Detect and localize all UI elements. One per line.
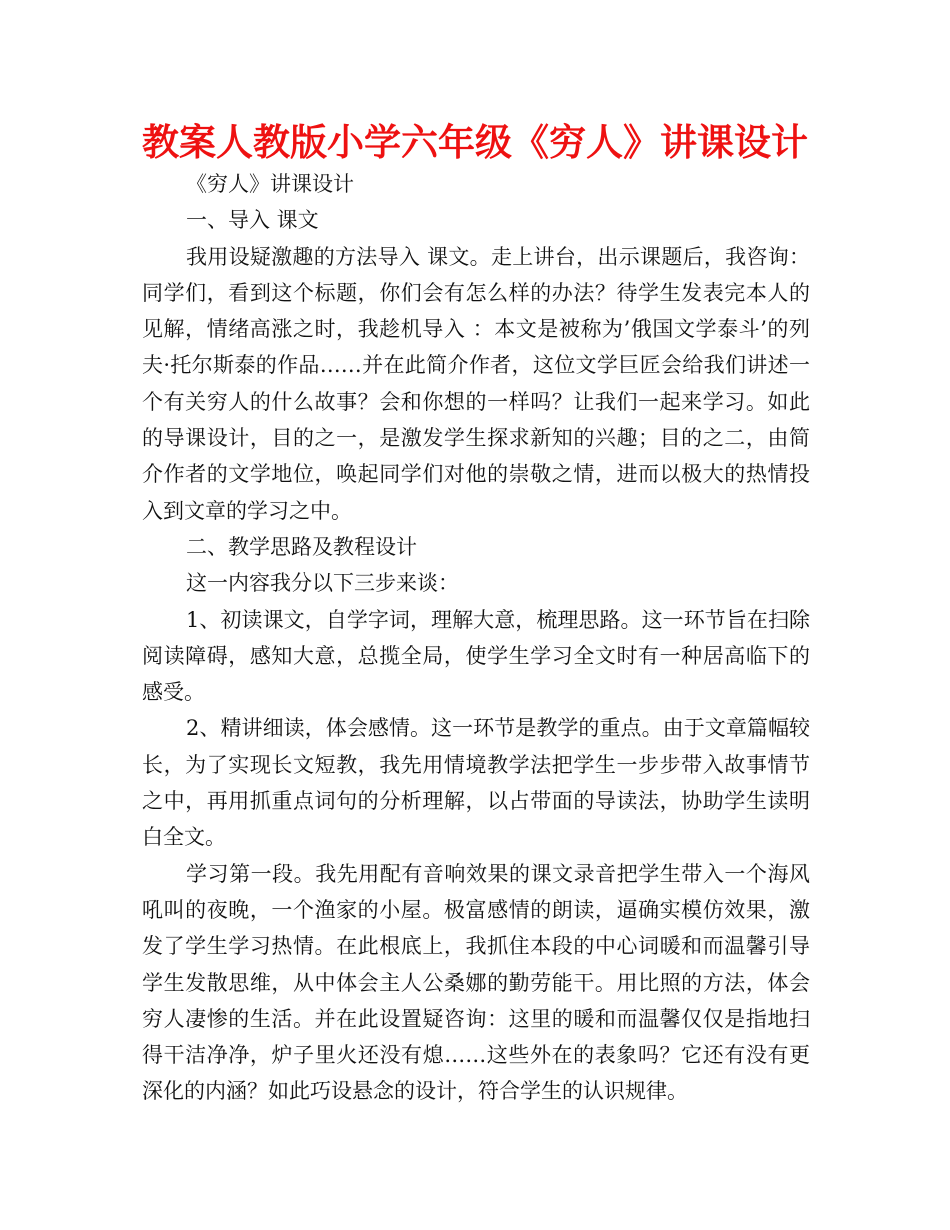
section-heading-teaching: 二、教学思路及教程设计 xyxy=(186,534,417,559)
body-paragraph: 2、精讲细读，体会感情。这一环节是教学的重点。由于文章篇幅较长，为了实现长文短教，我先用情境教学法把学生一步步带入故事情节之中，再用抓重点词句的分析理解，以占带面的导读法，协助学生读明白全文。 xyxy=(142,716,810,850)
body-paragraph: 这一内容我分以下三步来谈： xyxy=(186,571,459,596)
body-paragraph: 学习第一段。我先用配有音响效果的课文录音把学生带入一个海风吼叫的夜晚，一个渔家的小屋。极富感情的朗读，逼确实模仿效果，激发了学生学习热情。在此根底上，我抓住本段的中心词暖和而温馨引导学生发散思维，从中体会主人公桑娜的勤劳能干。用比照的方法，体会穷人凄惨的生活。并在此设置疑咨询：这里的暖和而温馨仅仅是指地扫得干洁净净，炉子里火还没有熄……这些外在的表象吗？它还有没有更深化的内涵？如此巧设悬念的设计，符合学生的认识规律。 xyxy=(142,861,810,1104)
body-paragraph: 我用设疑激趣的方法导入 课文。走上讲台，出示课题后，我咨询：同学们，看到这个标题，你们会有怎么样的办法？待学生发表完本人的见解，情绪高涨之时，我趁机导入 ：本文是被称为’俄国文学泰斗’的列夫·托尔斯泰的作品……并在此简介作者，这位文学巨匠会给我们讲述一个有关穷人的什么故事？会和你想的一样吗？让我们一起来学习。如此的导课设计，目的之一，是激发学生探求新知的兴趣；目的之二，由简介作者的文学地位，唤起同学们对他的崇敬之情，进而以极大的热情投入到文章的学习之中。 xyxy=(142,244,810,523)
subtitle-paragraph: 《穷人》讲课设计 xyxy=(186,172,354,196)
section-heading-intro: 一、导入 课文 xyxy=(186,208,319,233)
body-paragraph: 1、初读课文，自学字词，理解大意，梳理思路。这一环节旨在扫除阅读障碍，感知大意，总揽全局，使学生学习全文时有一种居高临下的感受。 xyxy=(142,607,810,705)
document-title: 教案人教版小学六年级《穷人》讲课设计 xyxy=(142,121,808,164)
document-body xyxy=(142,166,810,1110)
